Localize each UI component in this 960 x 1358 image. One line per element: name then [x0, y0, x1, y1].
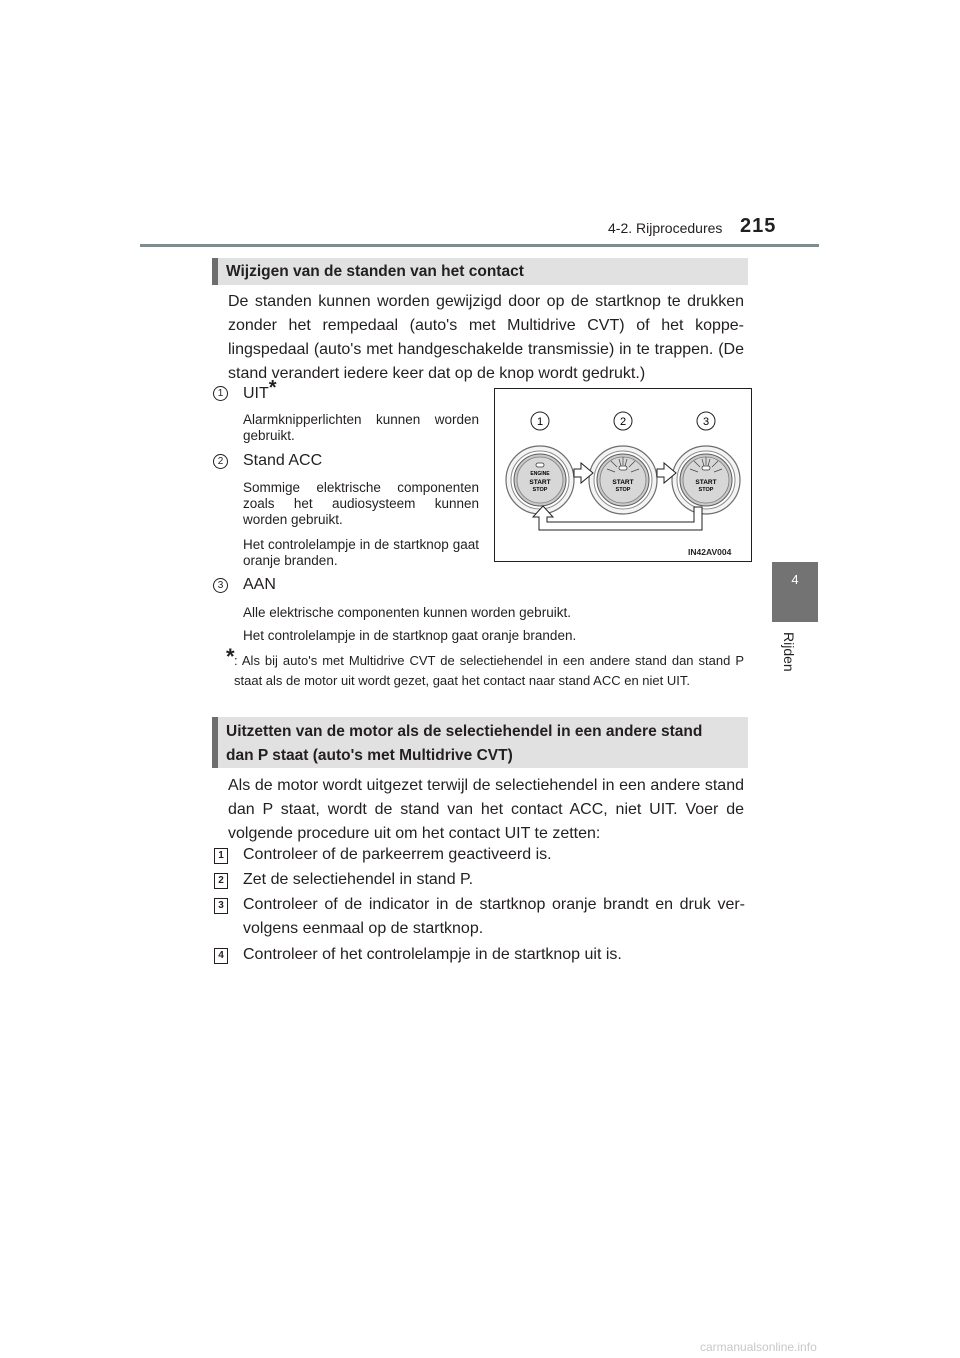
page-number: 215 [740, 215, 777, 237]
svg-text:1: 1 [536, 416, 544, 428]
svg-text:ENGINE: ENGINE [530, 471, 550, 477]
chapter-number: 4 [791, 572, 799, 587]
svg-text:3: 3 [702, 416, 710, 428]
watermark: carmanualsonline.info [700, 1340, 817, 1354]
item-title-acc: Stand ACC [243, 452, 323, 469]
svg-text:STOP: STOP [532, 487, 548, 493]
item-desc-uit: Alarmknipperlichten kunnen worden gebruikt. [243, 412, 479, 443]
step-number-4: 4 [214, 948, 228, 964]
start-button-acc [589, 446, 657, 514]
section-heading-line-1: Uitzetten van de motor als de selectiehendel in een andere stand [226, 723, 703, 740]
step-number-1: 1 [214, 848, 228, 864]
item-number-2: 2 [213, 454, 228, 469]
step-text-2: Zet de selectiehendel in stand P. [243, 871, 474, 888]
svg-text:2: 2 [619, 416, 627, 428]
footnote-text: : Als bij auto's met Multidrive CVT de selectiehendel in een andere stand dan stand P staat als de motor uit wordt gezet, gaat het contact naar stand ACC en niet UIT. [234, 653, 744, 688]
item-desc-acc-2: Het controlelampje in de startknop gaat oranje branden. [243, 537, 479, 568]
start-button-off [506, 446, 574, 514]
step-text-4: Controleer of het controlelampje in de startknop uit is. [243, 946, 622, 963]
asterisk-mark: * [268, 376, 277, 399]
item-title-aan: AAN [243, 576, 276, 593]
section-intro-ignition: De standen kunnen worden gewijzigd door op de startknop te drukken zonder het rempedaal (auto's met Multidrive CVT) of het koppelingspedaal (auto's met handgeschakelde transmissie) in te trappen. (De stand verandert iedere keer dat op de knop wordt gedrukt.) [228, 293, 744, 382]
figure-label-2 [614, 412, 632, 430]
footnote-asterisk: * [226, 644, 235, 669]
step-text-1: Controleer of de parkeerrem geactiveerd is. [243, 846, 552, 863]
section-heading-line-2: dan P staat (auto's met Multidrive CVT) [226, 747, 513, 764]
svg-text:STOP: STOP [615, 487, 631, 493]
item-title-uit: UIT* [243, 376, 277, 402]
start-button-on [672, 446, 740, 514]
figure-label-3 [697, 412, 715, 430]
svg-text:START: START [612, 479, 634, 486]
item-desc-aan-1: Alle elektrische componenten kunnen worden gebruikt. [243, 605, 571, 620]
svg-text:START: START [695, 479, 717, 486]
section-header: 4-2. Rijprocedures [608, 220, 723, 236]
step-text-3: Controleer of de indicator in de startknop oranje brandt en druk vervolgens eenmaal op de startknop. [243, 896, 745, 937]
section-heading-shift [212, 717, 748, 768]
chapter-label: Rijden [781, 632, 797, 672]
section-intro-shift: Als de motor wordt uitgezet terwijl de selectiehendel in een andere stand dan P staat, wordt de stand van het contact ACC, niet UIT. Voer de volgende procedure uit om het contact UIT te zetten: [228, 777, 744, 842]
item-desc-acc-1: Sommige elektrische componenten zoals het audiosysteem kunnen worden gebruikt. [243, 480, 479, 527]
ignition-diagram [495, 389, 751, 561]
section-heading-ignition: Wijzigen van de standen van het contact [212, 258, 748, 285]
figure-label-1 [531, 412, 549, 430]
svg-text:STOP: STOP [698, 487, 714, 493]
item-desc-aan-2: Het controlelampje in de startknop gaat oranje branden. [243, 628, 577, 643]
ignition-figure [494, 388, 752, 562]
header-rule [140, 244, 819, 247]
figure-id: IN42AV004 [688, 547, 732, 557]
item-number-3: 3 [213, 578, 228, 593]
chapter-label-wrap [781, 632, 817, 692]
svg-text:START: START [529, 479, 551, 486]
step-number-2: 2 [214, 873, 228, 889]
step-number-3: 3 [214, 898, 228, 914]
item-number-1: 1 [213, 386, 228, 401]
chapter-tab [772, 562, 818, 622]
